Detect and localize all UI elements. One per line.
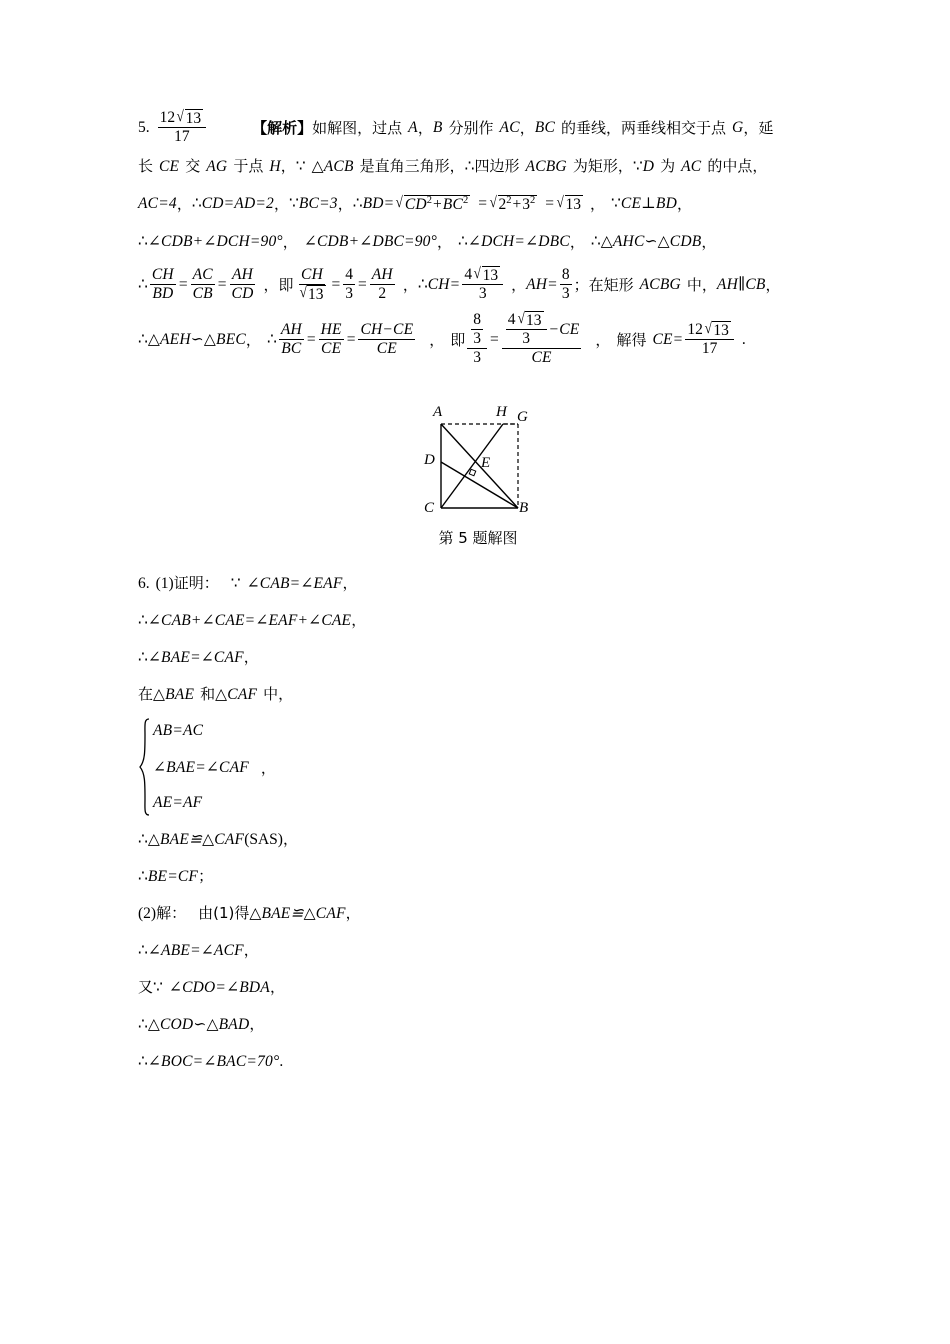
fraction-8-3 xyxy=(560,266,572,303)
f4-den-sqrt: 13 xyxy=(308,285,324,303)
line2-var5: D xyxy=(642,157,655,175)
line1-var5: G xyxy=(732,119,744,137)
line6-period: . xyxy=(741,331,746,349)
line6-comma3: ， xyxy=(595,330,611,349)
problem-6-part1-label: (1) xyxy=(155,574,174,592)
figure-label-A: A xyxy=(433,404,443,420)
p6-l7-text1: 由(1)得 xyxy=(198,904,250,922)
line2-var4: ACBG xyxy=(525,157,567,175)
therefore-symbol-6-5: ∴ xyxy=(138,830,148,848)
line5-var1: ACBG xyxy=(639,276,681,294)
line5-text2: 中， xyxy=(686,275,717,294)
solve-label: 解： xyxy=(156,904,187,922)
fraction-ah-bc xyxy=(279,321,304,358)
sqrt-icon: √ 13 xyxy=(176,107,202,127)
p6-l4-triangle1: △BAE xyxy=(153,685,195,703)
p6-l10-expr: △COD∽△BAD xyxy=(147,1015,250,1033)
prove-label: 证明： xyxy=(173,574,219,592)
l6f5-inner-den: 3 xyxy=(522,329,531,347)
segment-AB xyxy=(441,424,518,508)
therefore-symbol-3a: ∴ xyxy=(191,195,202,213)
line3-comma4: ， xyxy=(590,194,606,213)
fraction-nested-right xyxy=(502,311,582,367)
l6f3-num: CH−CE xyxy=(360,320,414,338)
line4-expr1: ∠CDB+∠DCH=90° xyxy=(147,233,283,251)
p6-l10-comma: ， xyxy=(249,1015,265,1033)
sqrt-icon-l6f6: √ 13 xyxy=(704,319,729,339)
line2-text5: 四边形 xyxy=(474,157,520,175)
line2-var3: H xyxy=(269,157,281,175)
line4-comma1: ， xyxy=(282,232,298,251)
system-row-3 xyxy=(153,785,276,821)
line2-text1: 长 xyxy=(138,157,154,175)
therefore-symbol-4c: ∴ xyxy=(590,233,601,251)
p6-l4-triangle2: △CAF xyxy=(215,685,258,703)
problem-6-line-2 xyxy=(138,602,822,639)
line6-eq2: = xyxy=(346,331,356,349)
fraction-ch-sqrt13 xyxy=(296,266,329,303)
f7-coef: 4 xyxy=(464,265,473,283)
f1-num: CH xyxy=(151,265,174,283)
problem-6-line-3 xyxy=(138,639,822,676)
analysis-tag: 【解析】 xyxy=(252,118,313,137)
line6-var1: CE= xyxy=(652,331,684,349)
line1-var3: AC xyxy=(499,119,520,137)
p6-l3-comma: ， xyxy=(243,648,259,666)
figure-label-B: B xyxy=(519,500,529,516)
system-comma: ， xyxy=(260,758,276,777)
problem-5-line-5 xyxy=(138,261,822,309)
line2-triangle1: △ACB xyxy=(311,157,354,175)
system-eq-1: AB=AC xyxy=(153,722,204,739)
l6f5-den: CE xyxy=(531,349,552,367)
l6f2-den: CE xyxy=(321,339,342,357)
solution-content xyxy=(138,108,822,371)
problem-5-line-6 xyxy=(138,309,822,371)
f8-den: 3 xyxy=(561,284,570,302)
line3-eq2: = xyxy=(545,195,555,213)
p6-l2-expr: ∠CAB+∠CAE=∠EAF+∠CAE xyxy=(147,611,352,629)
f1-den: BD xyxy=(152,284,174,302)
line3-comma1: ， xyxy=(176,194,192,213)
line4-expr2: ∠CDB+∠DBC=90° xyxy=(303,233,438,251)
therefore-symbol-6-8: ∴ xyxy=(138,941,148,959)
problem-6-line-4 xyxy=(138,676,822,713)
problem-6-line-1 xyxy=(138,565,822,602)
fraction-8-3-inner xyxy=(471,311,483,348)
figure-label-H: H xyxy=(496,404,507,420)
fraction-nested-left xyxy=(467,312,487,367)
problem-5-line-2 xyxy=(138,148,822,185)
l6f1-den: BC xyxy=(281,339,302,357)
problem-6-content xyxy=(138,565,822,1080)
equation-system xyxy=(138,713,822,821)
fraction-12sqrt13-17 xyxy=(685,321,734,358)
line2-text4: 是直角三角形， xyxy=(359,157,465,175)
problem-5-number: 5. xyxy=(138,119,150,137)
line2-comma1: ， xyxy=(280,157,296,175)
fraction-he-ce xyxy=(319,321,344,358)
line6-comma2: ， xyxy=(429,330,445,349)
therefore-symbol-4a: ∴ xyxy=(138,233,148,251)
p6-l11-expr: ∠BOC=∠BAC=70° xyxy=(147,1052,280,1070)
line2-text3: 于点 xyxy=(233,157,264,175)
l6f4-num-num: 8 xyxy=(473,310,482,328)
p6-l11-period: . xyxy=(279,1052,284,1070)
line6-ji: 即 xyxy=(450,330,466,349)
fraction-4sqrt13-3-inner xyxy=(506,311,547,348)
p6-l4-text2: 和 xyxy=(200,685,216,703)
f2-num: AC xyxy=(192,265,213,283)
f6-num: AH xyxy=(371,265,393,283)
line2-var1: CE xyxy=(159,157,180,175)
therefore-symbol-4b: ∴ xyxy=(458,233,468,251)
fraction-ah-cd xyxy=(230,266,256,303)
right-angle-marker xyxy=(469,469,476,476)
line2-text8: 的中点， xyxy=(707,157,768,175)
therefore-symbol-6-2: ∴ xyxy=(138,611,148,629)
line3-comma5: ， xyxy=(676,194,692,213)
figure-caption: 第 5 题解图 xyxy=(438,529,518,547)
f7-sqrt: 13 xyxy=(482,266,499,284)
therefore-symbol-5a: ∴ xyxy=(138,276,148,294)
line1-var1: A xyxy=(408,119,418,137)
system-eq-2: ∠BAE=∠CAF xyxy=(153,758,249,776)
p6-l9-expr: ∠CDO=∠BDA xyxy=(168,978,270,996)
problem-6-line-6 xyxy=(138,858,822,895)
line5-expr3: AH∥CB xyxy=(716,276,766,294)
line2-var2: AG xyxy=(206,157,228,175)
problem-6-line-7 xyxy=(138,895,822,932)
fraction-ah-2 xyxy=(370,266,395,303)
f8-num: 8 xyxy=(561,265,570,283)
l6f1-num: AH xyxy=(280,320,302,338)
fraction-chce-ce xyxy=(358,321,415,358)
figure-label-C: C xyxy=(424,500,435,516)
line5-comma2: ， xyxy=(402,275,418,294)
l6f4-num-den: 3 xyxy=(473,329,482,347)
problem-6-line-5 xyxy=(138,821,822,858)
sqrt-icon-f7: √ 13 xyxy=(473,264,499,284)
line6-comma1: ， xyxy=(245,330,261,349)
therefore-symbol: ∴ xyxy=(464,157,475,175)
problem-6-line-11 xyxy=(138,1043,822,1080)
therefore-symbol-6a: ∴ xyxy=(138,331,148,349)
therefore-symbol-6-11: ∴ xyxy=(138,1052,148,1070)
fraction-4sqrt13-3 xyxy=(462,266,503,303)
line5-expr1: CH= xyxy=(427,276,461,294)
therefore-symbol-5b: ∴ xyxy=(417,276,428,294)
line3-comma3: ， xyxy=(337,194,353,213)
system-rows xyxy=(153,713,276,821)
system-row-1 xyxy=(153,713,276,749)
line3-expr3: BC=3 xyxy=(298,195,338,213)
f3-num: AH xyxy=(231,265,254,283)
l6f5-minus-ce: −CE xyxy=(548,320,580,338)
figure-label-D: D xyxy=(424,452,435,468)
l6f3-den: CE xyxy=(376,339,397,357)
fraction-ch-bd xyxy=(150,266,176,303)
f5-num: 4 xyxy=(345,265,354,283)
line5-eq1: = xyxy=(178,276,188,294)
sqrt-icon-2232: √ $2^2+3^2$ xyxy=(489,193,536,213)
line4-expr4: △AHC∽△CDB xyxy=(600,233,702,251)
answer-denominator: 17 xyxy=(174,127,190,145)
line5-comma5: ， xyxy=(765,275,781,294)
line1-var2: B xyxy=(432,119,443,137)
fraction-ac-cb xyxy=(191,266,215,303)
line2-text7: 为 xyxy=(660,157,676,175)
p6-l5-sas: (SAS) xyxy=(244,830,283,848)
l6f2-num: HE xyxy=(320,320,342,338)
problem-5-first-line xyxy=(138,108,822,148)
f5-den: 3 xyxy=(345,284,354,302)
f3-den: CD xyxy=(231,284,254,302)
line1-var4: BC xyxy=(534,119,555,137)
p6-l9-text1: 又 xyxy=(138,978,154,996)
problem-5-answer-fraction xyxy=(158,109,207,146)
l6f6-sqrt: 13 xyxy=(713,321,729,339)
problem-6-part2-label: (2) xyxy=(138,904,157,922)
figure-label-E: E xyxy=(481,455,491,471)
line3-sqrt3-content: 13 xyxy=(565,195,582,213)
line3-eq1: = xyxy=(478,195,487,213)
line4-expr3: ∠DCH=∠DBC xyxy=(467,233,570,251)
line5-eq4: = xyxy=(358,276,367,294)
f4-num: CH xyxy=(301,265,323,283)
answer-radicand: 13 xyxy=(185,109,202,127)
line4-comma2: ， xyxy=(437,232,453,251)
line2-var6: AC xyxy=(681,157,702,175)
line5-comma1: ， xyxy=(263,275,279,294)
line6-eq3: = xyxy=(490,331,499,349)
line3-expr5: CE⊥BD xyxy=(620,195,677,213)
sqrt-icon-cd2bc2: √ $CD^2+BC^2$ xyxy=(395,193,469,213)
sqrt-icon-l6f5: √ 13 xyxy=(517,309,542,329)
therefore-symbol-6-3: ∴ xyxy=(138,648,148,666)
p6-l3-expr: ∠BAE=∠CAF xyxy=(147,648,244,666)
because-symbol-3b: ∵ xyxy=(611,195,621,213)
line5-text1: 在矩形 xyxy=(588,275,634,294)
line1-comma1: ， xyxy=(417,118,433,137)
l6f5-sqrt: 13 xyxy=(526,311,542,329)
line1-text1: 如解图，过点 xyxy=(312,118,403,137)
line1-text3: 的垂线，两垂线相交于点 xyxy=(561,118,727,137)
l6f5-coef: 4 xyxy=(507,310,516,328)
line3-expr2: CD=AD=2 xyxy=(201,195,274,213)
because-symbol-2: ∵ xyxy=(632,157,643,175)
l6f6-den: 17 xyxy=(701,339,718,357)
line5-comma3: ， xyxy=(511,275,527,294)
problem-6-line-9 xyxy=(138,969,822,1006)
problem-5-line-3 xyxy=(138,185,822,223)
because-symbol-3a: ∵ xyxy=(289,195,299,213)
line3-expr1: AC=4 xyxy=(138,195,177,213)
p6-l4-text3: 中， xyxy=(263,685,294,703)
problem-6-line-8 xyxy=(138,932,822,969)
p6-l4-text1: 在 xyxy=(138,685,154,703)
p6-l1-expr: ∠CAB=∠EAF xyxy=(246,574,343,592)
line1-comma3: ，延 xyxy=(743,118,774,137)
p6-l9-comma: ， xyxy=(269,978,285,996)
sqrt-icon-f4: √ 13 xyxy=(299,283,324,303)
system-row-2 xyxy=(153,749,276,785)
line2-text2: 交 xyxy=(185,157,201,175)
line6-eq1: = xyxy=(306,331,316,349)
line1-text2: 分别作 xyxy=(448,118,494,137)
p6-l5-expr: △BAE≌△CAF xyxy=(147,830,245,848)
p6-l1-comma: ， xyxy=(342,574,358,592)
p6-l2-comma: ， xyxy=(351,611,367,629)
f2-den: CB xyxy=(192,284,213,302)
p6-l6-semicolon: ； xyxy=(198,867,214,885)
therefore-symbol-6-10: ∴ xyxy=(138,1015,148,1033)
line4-comma3: ， xyxy=(569,232,585,251)
p6-l8-expr: ∠ABE=∠ACF xyxy=(147,941,244,959)
fraction-4-3 xyxy=(343,266,355,303)
p6-l6-expr: BE=CF xyxy=(147,867,199,885)
because-symbol-6-9: ∵ xyxy=(153,978,163,996)
line3-comma2: ， xyxy=(273,194,289,213)
problem-5-line-4 xyxy=(138,223,822,261)
line4-comma4: ， xyxy=(701,232,717,251)
segment-CH xyxy=(441,424,503,508)
line1-comma2: ， xyxy=(519,118,535,137)
p6-l5-comma: ， xyxy=(282,830,298,848)
p6-l8-comma: ， xyxy=(243,941,259,959)
line5-eq2: = xyxy=(217,276,227,294)
f7-den: 3 xyxy=(478,284,487,302)
therefore-symbol-6-6: ∴ xyxy=(138,867,148,885)
therefore-symbol-3b: ∴ xyxy=(352,195,363,213)
line2-text6: 为矩形， xyxy=(572,157,633,175)
line5-semicolon: ； xyxy=(573,275,589,294)
l6f4-den: 3 xyxy=(473,349,482,367)
because-symbol: ∵ xyxy=(295,157,306,175)
answer-numerator: 12 xyxy=(159,108,176,126)
line3-expr4: BD= xyxy=(362,195,395,213)
system-eq-3: AE=AF xyxy=(153,794,203,811)
problem-6-line-10 xyxy=(138,1006,822,1043)
l6f6-coef: 12 xyxy=(687,320,703,338)
line5-eq3: = xyxy=(331,276,341,294)
problem-6-number: 6. xyxy=(138,574,150,592)
p6-l7-comma: ， xyxy=(345,904,361,922)
left-brace-icon xyxy=(138,717,152,817)
line6-expr1: △AEH∽△BEC xyxy=(147,331,246,349)
sqrt-icon-13: √ 13 xyxy=(556,193,582,213)
therefore-symbol-6b: ∴ xyxy=(266,331,277,349)
line6-text1: 解得 xyxy=(616,330,647,349)
line5-expr2: AH= xyxy=(526,276,558,294)
segment-DB xyxy=(441,462,518,508)
because-symbol-6-1: ∵ xyxy=(230,574,241,592)
f6-den: 2 xyxy=(378,284,387,302)
figure-label-G: G xyxy=(517,409,528,425)
line5-ji: 即 xyxy=(278,275,294,294)
p6-l7-expr: △BAE≌△CAF xyxy=(249,904,346,922)
